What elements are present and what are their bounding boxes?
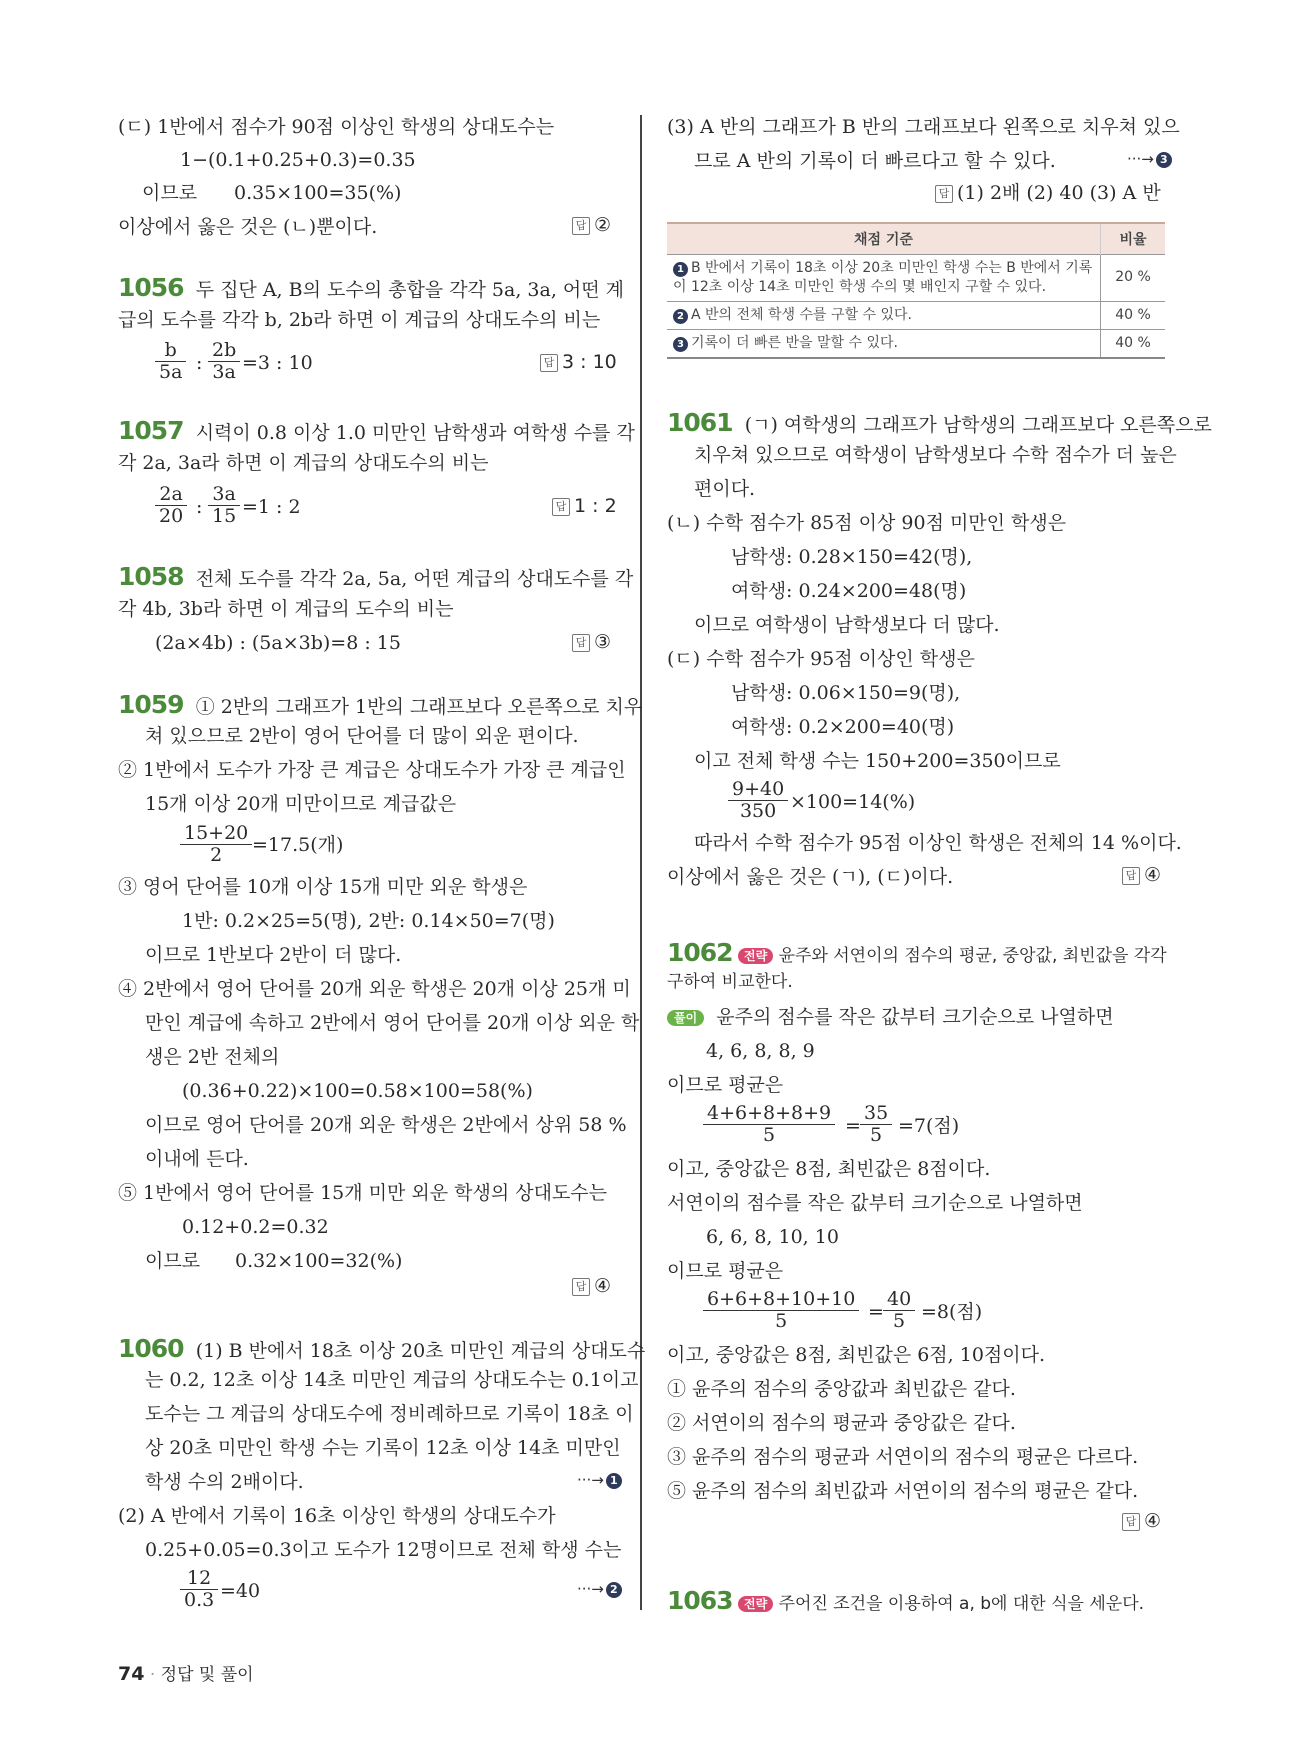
text-line: ② 서연이의 점수의 평균과 중앙값은 같다. <box>667 1412 1016 1434</box>
table-row: 3 기록이 더 빠른 반을 말할 수 있다. 40 % <box>667 329 1165 357</box>
answer-box-icon: 답 <box>935 185 953 203</box>
text-line: ⑤ 1반에서 영어 단어를 15개 미만 외운 학생의 상대도수는 <box>118 1182 608 1204</box>
table-header: 채점 기준 <box>667 223 1101 255</box>
answer-mark: 답 3 : 10 <box>540 353 617 372</box>
equation: 여학생: 0.2×200=40(명) <box>731 716 955 738</box>
text-line: 이므로 <box>142 182 198 204</box>
answer-mark: 답 (1) 2배 (2) 40 (3) A 반 <box>935 184 1161 203</box>
text-line: (ㄷ) 수학 점수가 95점 이상인 학생은 <box>667 648 975 670</box>
text-line: 이상에서 옳은 것은 (ㄴ)뿐이다. <box>118 216 378 238</box>
text-line: 서연이의 점수를 작은 값부터 크기순으로 나열하면 <box>667 1192 1083 1214</box>
step-pointer: ···→ 3 <box>1127 150 1172 168</box>
fraction: $\frac{2a}{20}$ <box>155 484 187 527</box>
page-footer: 74 · 정답 및 풀이 <box>118 1663 254 1685</box>
text-line: 이고, 중앙값은 8점, 최빈값은 6점, 10점이다. <box>667 1344 1046 1366</box>
answer-mark: 답 ② <box>572 216 611 235</box>
text-line: 생은 2반 전체의 <box>145 1046 280 1068</box>
text-line: 따라서 수학 점수가 95점 이상인 학생은 전체의 14 %이다. <box>694 832 1182 854</box>
problem-number: 1062 <box>667 938 733 967</box>
problem-1058: 1058 전체 도수를 각각 2a, 5a, 어떤 계급의 상대도수를 각 <box>118 562 634 591</box>
text-line: ④ 2반에서 영어 단어를 20개 외운 학생은 20개 이상 25개 미 <box>118 978 631 1000</box>
scoring-criteria-table <box>667 222 1165 359</box>
text-line: ⑤ 윤주의 점수의 최빈값과 서연이의 점수의 평균은 같다. <box>667 1480 1139 1502</box>
equation: 0.32×100=32(%) <box>235 1250 403 1272</box>
text-line: (3) A 반의 그래프가 B 반의 그래프보다 왼쪽으로 치우쳐 있으 <box>667 116 1180 138</box>
fraction: $\frac{40}{5}$ <box>883 1289 915 1332</box>
text-line: 각 2a, 3a라 하면 이 계급의 상대도수의 비는 <box>118 452 489 474</box>
text-line: 0.25+0.05=0.3이고 도수가 12명이므로 전체 학생 수는 <box>145 1539 622 1561</box>
strategy-tag: 전략 <box>738 948 773 964</box>
problem-1059: 1059 ① 2반의 그래프가 1반의 그래프보다 오른쪽으로 치우 <box>118 690 643 719</box>
equation: 여학생: 0.24×200=48(명) <box>731 580 967 602</box>
text-line: 편이다. <box>694 478 756 500</box>
equation: 4, 6, 8, 8, 9 <box>706 1040 815 1062</box>
fraction: $\frac{9+40}{350}$ <box>728 779 788 822</box>
problem-1060: 1060 (1) B 반에서 18초 이상 20초 미만인 계급의 상대도수 <box>118 1334 646 1363</box>
step-pointer: ···→ 2 <box>577 1580 622 1598</box>
text-line: 풀이 윤주의 점수를 작은 값부터 크기순으로 나열하면 <box>667 1008 1114 1027</box>
equation: (0.36+0.22)×100=0.58×100=58(%) <box>182 1080 533 1102</box>
answer-box-icon: 답 <box>1122 867 1140 885</box>
text-line: (ㄷ) 1반에서 점수가 90점 이상인 학생의 상대도수는 <box>118 116 555 138</box>
problem-1061: 1061 (ㄱ) 여학생의 그래프가 남학생의 그래프보다 오른쪽으로 <box>667 408 1212 437</box>
text-line: (2) A 반에서 기록이 16초 이상인 학생의 상대도수가 <box>118 1505 556 1527</box>
answer-mark: 답 ④ <box>1122 866 1161 885</box>
problem-1056: 1056 두 집단 A, B의 도수의 총합을 각각 5a, 3a, 어떤 계 <box>118 273 625 302</box>
fraction: $\frac{15+20}{2}$ <box>180 823 252 866</box>
text-line: 이므로 평균은 <box>667 1074 784 1096</box>
table-row: 1 B 반에서 기록이 18초 이상 20초 미만인 학생 수는 B 반에서 기록이 12초 이상 14초 미만인 학생 수의 몇 배인지 구할 수 있다. 20 % <box>667 255 1165 302</box>
solution-tag: 풀이 <box>667 1010 704 1026</box>
problem-number: 1059 <box>118 690 184 719</box>
equation: 1−(0.1+0.25+0.3)=0.35 <box>180 149 416 171</box>
problem-1062: 1062 전략 윤주와 서연이의 점수의 평균, 중앙값, 최빈값을 각각 <box>667 938 1167 967</box>
text-line: 15개 이상 20개 미만이므로 계급값은 <box>145 793 457 815</box>
text-line: 각 4b, 3b라 하면 이 계급의 도수의 비는 <box>118 598 454 620</box>
equation: 남학생: 0.28×150=42(명), <box>731 546 973 568</box>
equation: (2a×4b) : (5a×3b)=8 : 15 <box>155 632 401 654</box>
strategy-tag: 전략 <box>738 1596 773 1612</box>
problem-number: 1060 <box>118 1334 184 1363</box>
problem-number: 1061 <box>667 408 733 437</box>
answer-box-icon: 답 <box>552 498 570 516</box>
text-line: 쳐 있으므로 2반이 영어 단어를 더 많이 외운 편이다. <box>145 725 579 747</box>
text-line: 급의 도수를 각각 b, 2b라 하면 이 계급의 상대도수의 비는 <box>118 309 601 331</box>
text-line: ③ 윤주의 점수의 평균과 서연이의 점수의 평균은 다르다. <box>667 1446 1139 1468</box>
fraction: $\frac{12}{0.3}$ <box>180 1568 218 1611</box>
text-line: 는 0.2, 12초 이상 14초 미만인 계급의 상대도수는 0.1이고 <box>145 1369 639 1391</box>
text-line: (ㄴ) 수학 점수가 85점 이상 90점 미만인 학생은 <box>667 512 1067 534</box>
text-line: 이므로 평균은 <box>667 1260 784 1282</box>
step-pointer: ···→ 1 <box>577 1471 622 1489</box>
text-line: ② 1반에서 도수가 가장 큰 계급은 상대도수가 가장 큰 계급인 <box>118 759 626 781</box>
text-line: ① 윤주의 점수의 중앙값과 최빈값은 같다. <box>667 1378 1016 1400</box>
answer-box-icon: 답 <box>540 354 558 372</box>
answer-mark: 답 ④ <box>572 1277 611 1296</box>
problem-number: 1063 <box>667 1586 733 1615</box>
fraction: $\frac{2b}{3a}$ <box>208 340 240 383</box>
problem-number: 1057 <box>118 416 184 445</box>
text-line: 이므로 여학생이 남학생보다 더 많다. <box>694 614 1000 636</box>
text-line: 구하여 비교한다. <box>667 972 793 992</box>
text-line: 이므로 <box>145 1250 201 1272</box>
footer-title: 정답 및 풀이 <box>160 1665 254 1685</box>
text-line: 상 20초 미만인 학생 수는 기록이 12초 이상 14초 미만인 <box>145 1437 621 1459</box>
text-line: 치우쳐 있으므로 여학생이 남학생보다 수학 점수가 더 높은 <box>694 444 1177 466</box>
column-divider <box>640 115 642 1610</box>
table-row: 2 A 반의 전체 학생 수를 구할 수 있다. 40 % <box>667 301 1165 329</box>
fraction: $\frac{3a}{15}$ <box>208 484 240 527</box>
answer-box-icon: 답 <box>1122 1513 1140 1531</box>
text-line: 므로 A 반의 기록이 더 빠르다고 할 수 있다. <box>694 150 1056 172</box>
text-line: 이므로 1반보다 2반이 더 많다. <box>145 944 402 966</box>
answer-mark: 답 ④ <box>1122 1512 1161 1531</box>
equation: 6, 6, 8, 10, 10 <box>706 1226 839 1248</box>
text-line: 이내에 든다. <box>145 1148 249 1170</box>
step-number-icon: 3 <box>673 337 688 352</box>
text-line: 이므로 영어 단어를 20개 외운 학생은 2반에서 상위 58 % <box>145 1114 627 1136</box>
equation: 0.12+0.2=0.32 <box>182 1216 329 1238</box>
text-line: 이고, 중앙값은 8점, 최빈값은 8점이다. <box>667 1158 991 1180</box>
answer-box-icon: 답 <box>572 217 590 235</box>
answer-mark: 답 1 : 2 <box>552 497 617 516</box>
step-number-icon: 1 <box>606 1473 622 1489</box>
problem-1057: 1057 시력이 0.8 이상 1.0 미만인 남학생과 여학생 수를 각 <box>118 416 635 445</box>
step-number-icon: 1 <box>673 262 688 277</box>
text-line: 도수는 그 계급의 상대도수에 정비례하므로 기록이 18초 이 <box>145 1403 634 1425</box>
fraction: $\frac{4+6+8+8+9}{5}$ <box>703 1103 835 1146</box>
text-line: 이고 전체 학생 수는 150+200=350이므로 <box>694 750 1061 772</box>
step-number-icon: 2 <box>673 309 688 324</box>
equation: 1반: 0.2×25=5(명), 2반: 0.14×50=7(명) <box>182 910 555 932</box>
answer-box-icon: 답 <box>572 1278 590 1296</box>
step-number-icon: 3 <box>1156 152 1172 168</box>
step-number-icon: 2 <box>606 1582 622 1598</box>
text-line: 이상에서 옳은 것은 (ㄱ), (ㄷ)이다. <box>667 866 954 888</box>
problem-1063: 1063 전략 주어진 조건을 이용하여 a, b에 대한 식을 세운다. <box>667 1586 1145 1615</box>
text-line: ③ 영어 단어를 10개 이상 15개 미만 외운 학생은 <box>118 876 528 898</box>
table-header: 비율 <box>1101 223 1166 255</box>
text-line: 학생 수의 2배이다. <box>145 1471 304 1493</box>
problem-number: 1058 <box>118 562 184 591</box>
answer-mark: 답 ③ <box>572 633 611 652</box>
fraction: $\frac{6+6+8+10+10}{5}$ <box>703 1289 859 1332</box>
text-line: 만인 계급에 속하고 2반에서 영어 단어를 20개 이상 외운 학 <box>145 1012 640 1034</box>
fraction: $\frac{b}{5a}$ <box>155 340 186 383</box>
problem-number: 1056 <box>118 273 184 302</box>
answer-box-icon: 답 <box>572 634 590 652</box>
equation: 0.35×100=35(%) <box>234 182 402 204</box>
fraction: $\frac{35}{5}$ <box>860 1103 892 1146</box>
equation: 남학생: 0.06×150=9(명), <box>731 682 961 704</box>
page-number: 74 <box>118 1663 145 1685</box>
